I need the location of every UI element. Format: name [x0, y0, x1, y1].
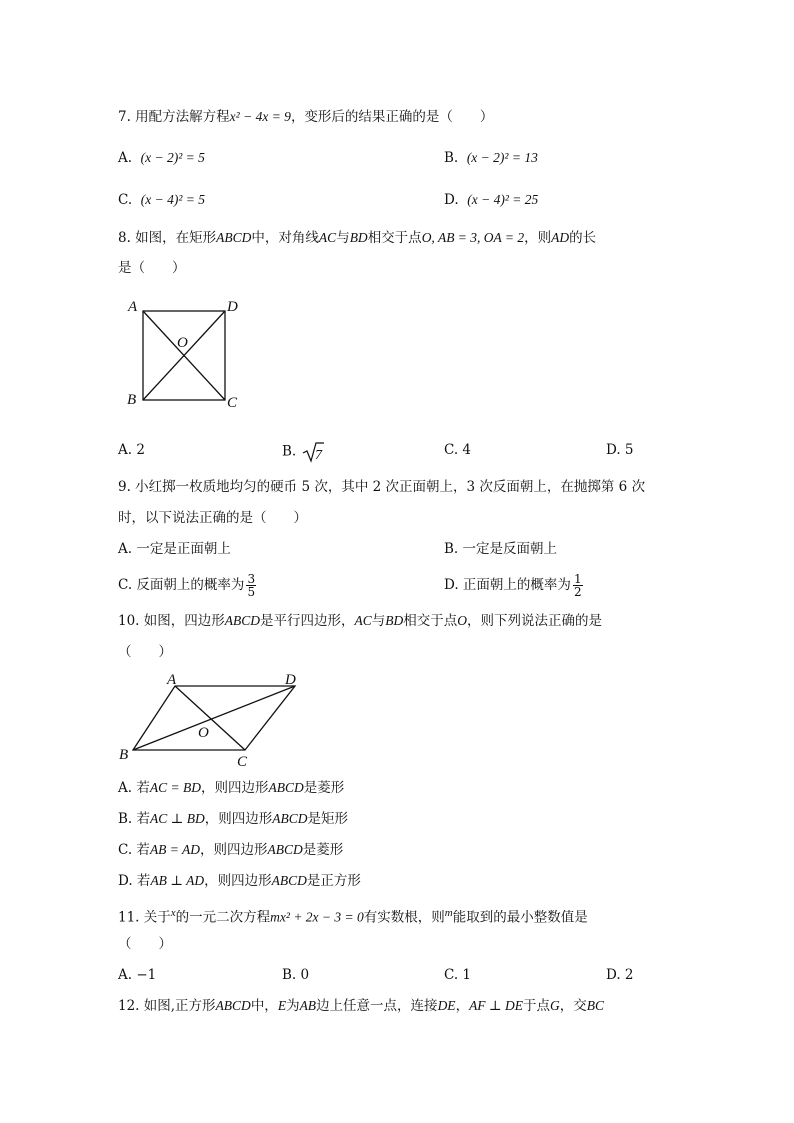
q8-text-6: 的长	[569, 230, 597, 246]
q12-text-1: 12. 如图,正方形	[118, 998, 216, 1014]
q9-option-c-text: C. 反面朝上的概率为	[118, 577, 245, 593]
q8-option-b-radicand: 7	[314, 448, 322, 463]
q10-option-b	[118, 810, 348, 828]
q8-option-c: C. 4	[444, 442, 472, 458]
q12-text-4: 边上任意一点，连接	[316, 998, 438, 1014]
q12-math-ab: AB	[299, 998, 317, 1013]
q8-math-ad: AD	[551, 230, 570, 245]
q7-option-a-text: (x − 2)² = 5	[140, 150, 205, 165]
q12-text-6: 于点	[523, 998, 550, 1014]
q8-label-b: B	[127, 392, 137, 408]
q10-option-b-pre: B. 若	[118, 811, 151, 827]
q7-option-c-label: C.	[118, 192, 133, 208]
q9-stem-line2: 时，以下说法正确的是（ ）	[118, 510, 307, 526]
q10-option-d-pre: D. 若	[118, 873, 151, 889]
q12-stem-line1	[118, 997, 604, 1015]
q11-text-1: 11. 关于	[118, 909, 171, 926]
q7-equation: x² − 4x = 9	[229, 109, 291, 124]
q9-option-c-numerator: 3	[247, 572, 256, 586]
q8-label-d: D	[227, 299, 238, 315]
q12-math-e: E	[277, 998, 287, 1013]
q10-parallelogram-figure	[115, 670, 315, 770]
q12-math-af: AF ⊥ DE	[469, 998, 523, 1013]
q8-label-o: O	[177, 335, 188, 351]
q9-option-b: B. 一定是反面朝上	[444, 541, 558, 557]
q7-option-d	[444, 191, 538, 209]
q11-stem-line2: （ ）	[118, 936, 172, 952]
q10-option-d-mid: ，则四边形	[204, 873, 272, 889]
q10-stem-line2: （ ）	[118, 644, 172, 660]
q10-option-c	[118, 841, 343, 859]
q8-option-b	[282, 441, 325, 463]
q11-option-d: D. 2	[606, 967, 634, 983]
q7-stem	[118, 108, 493, 126]
q12-math-bc: BC	[586, 998, 605, 1013]
q9-option-c-denominator: 5	[247, 585, 256, 599]
q12-text-3: 为	[286, 998, 300, 1014]
q7-option-d-text: (x − 4)² = 25	[467, 192, 539, 207]
q9-option-d-denominator: 2	[573, 585, 582, 599]
q11-option-c: C. 1	[444, 967, 472, 983]
q8-option-b-label: B.	[282, 443, 297, 460]
q12-math-abcd: ABCD	[215, 998, 251, 1013]
q8-text-2: 中，对角线	[251, 230, 319, 246]
q10-option-a-pre: A. 若	[118, 780, 150, 796]
q8-text-5: ，则	[524, 230, 552, 246]
q10-option-a-shape: ABCD	[268, 780, 304, 795]
q11-text-3: 有实数根，则	[363, 909, 445, 926]
q9-option-a: A. 一定是正面朝上	[118, 541, 231, 557]
q7-option-a	[118, 149, 205, 167]
q10-math-abcd: ABCD	[224, 613, 261, 628]
q10-text-1: 10. 如图，四边形	[118, 613, 225, 629]
q8-option-d: D. 5	[606, 442, 634, 458]
q10-option-b-math: AC ⊥ BD	[150, 811, 205, 826]
q10-label-b: B	[119, 747, 129, 763]
q9-option-d-fraction	[573, 573, 583, 598]
q10-option-a-mid: ，则四边形	[200, 780, 269, 796]
q7-stem-text: 7. 用配方法解方程	[118, 109, 230, 125]
q8-math-cond: O, AB = 3, OA = 2	[421, 230, 525, 245]
q9-option-d-numerator: 1	[573, 572, 582, 586]
q11-option-b: B. 0	[282, 967, 310, 983]
q8-text-3: 与	[336, 230, 350, 246]
q11-equation: mx² + 2x − 3 = 0	[270, 909, 364, 925]
q10-label-c: C	[237, 754, 248, 770]
q10-option-d-math: AB ⊥ AD	[150, 873, 205, 888]
q11-option-a: A. −1	[118, 967, 157, 983]
q8-math-bd: BD	[349, 230, 368, 245]
q10-math-o: O	[457, 613, 468, 628]
q8-text-1: 8. 如图，在矩形	[118, 230, 217, 246]
q9-option-d	[444, 570, 583, 600]
q10-option-c-pre: C. 若	[118, 842, 150, 858]
q7-option-c-text: (x − 4)² = 5	[140, 192, 205, 207]
q10-option-b-post: 是矩形	[307, 811, 348, 827]
q12-math-de: DE	[437, 998, 456, 1013]
q10-text-2: 是平行四边形，	[260, 613, 355, 629]
q10-label-a: A	[167, 672, 177, 688]
q9-stem-line1: 9. 小红掷一枚质地均匀的硬币 5 次，其中 2 次正面朝上，3 次反面朝上，在抛掷第 6 次	[118, 479, 646, 495]
q10-label-d: D	[285, 672, 296, 688]
q7-option-a-label: A.	[118, 150, 133, 166]
q11-stem-line1	[118, 904, 588, 927]
q10-math-bd: BD	[385, 613, 404, 628]
q11-math-x: x	[170, 907, 176, 919]
q8-label-a: A	[128, 299, 138, 315]
q12-text-7: ，交	[559, 998, 587, 1014]
q10-text-3: 与	[371, 613, 386, 629]
q8-stem-line2: 是（ ）	[118, 260, 186, 276]
q10-option-a-math: AC = BD	[149, 780, 201, 795]
q10-math-ac: AC	[354, 613, 372, 628]
q10-text-4: 相交于点	[403, 613, 458, 629]
q7-option-d-label: D.	[444, 192, 459, 208]
q8-label-c: C	[227, 395, 238, 411]
q8-math-abcd: ABCD	[216, 230, 252, 245]
q11-math-m: m	[444, 907, 453, 919]
q7-option-c	[118, 191, 205, 209]
q10-text-5: ，则下列说法正确的是	[467, 613, 603, 629]
q10-option-c-math: AB = AD	[149, 842, 201, 857]
q7-stem-tail: ，变形后的结果正确的是（ ）	[290, 109, 494, 125]
q9-option-c-fraction	[246, 573, 256, 598]
q10-option-b-shape: ABCD	[272, 811, 308, 826]
q10-option-d	[118, 872, 361, 890]
q12-text-2: 中，	[250, 998, 278, 1014]
q8-rectangle-figure	[120, 295, 250, 415]
q11-text-4: 能取到的最小整数值是	[452, 909, 588, 926]
q10-option-a-post: 是菱形	[303, 780, 345, 796]
q9-option-d-text: D. 正面朝上的概率为	[444, 577, 571, 593]
q8-option-a: A. 2	[118, 442, 145, 458]
q7-option-b-label: B.	[444, 150, 459, 166]
q10-diagonal-ac	[175, 686, 245, 750]
q8-math-ac: AC	[318, 230, 337, 245]
q10-option-c-mid: ，则四边形	[200, 842, 268, 858]
q12-text-5: ，	[455, 998, 470, 1014]
q10-option-d-post: 是正方形	[306, 873, 361, 889]
q10-label-o: O	[198, 725, 209, 741]
q10-option-b-mid: ，则四边形	[204, 811, 273, 827]
q8-text-4: 相交于点	[367, 230, 422, 246]
q11-text-2: 的一元二次方程	[175, 909, 271, 926]
sqrt-icon	[301, 441, 325, 463]
q7-option-b-text: (x − 2)² = 13	[466, 150, 538, 165]
q7-option-b	[444, 149, 538, 167]
q10-option-c-post: 是菱形	[302, 842, 344, 858]
q10-option-c-shape: ABCD	[267, 842, 303, 857]
q10-stem-line1	[118, 612, 602, 630]
q10-option-d-shape: ABCD	[271, 873, 307, 888]
q8-stem-line1	[118, 229, 596, 247]
q9-option-c	[118, 570, 256, 600]
q10-option-a	[118, 779, 344, 797]
q12-math-g: G	[550, 998, 560, 1013]
